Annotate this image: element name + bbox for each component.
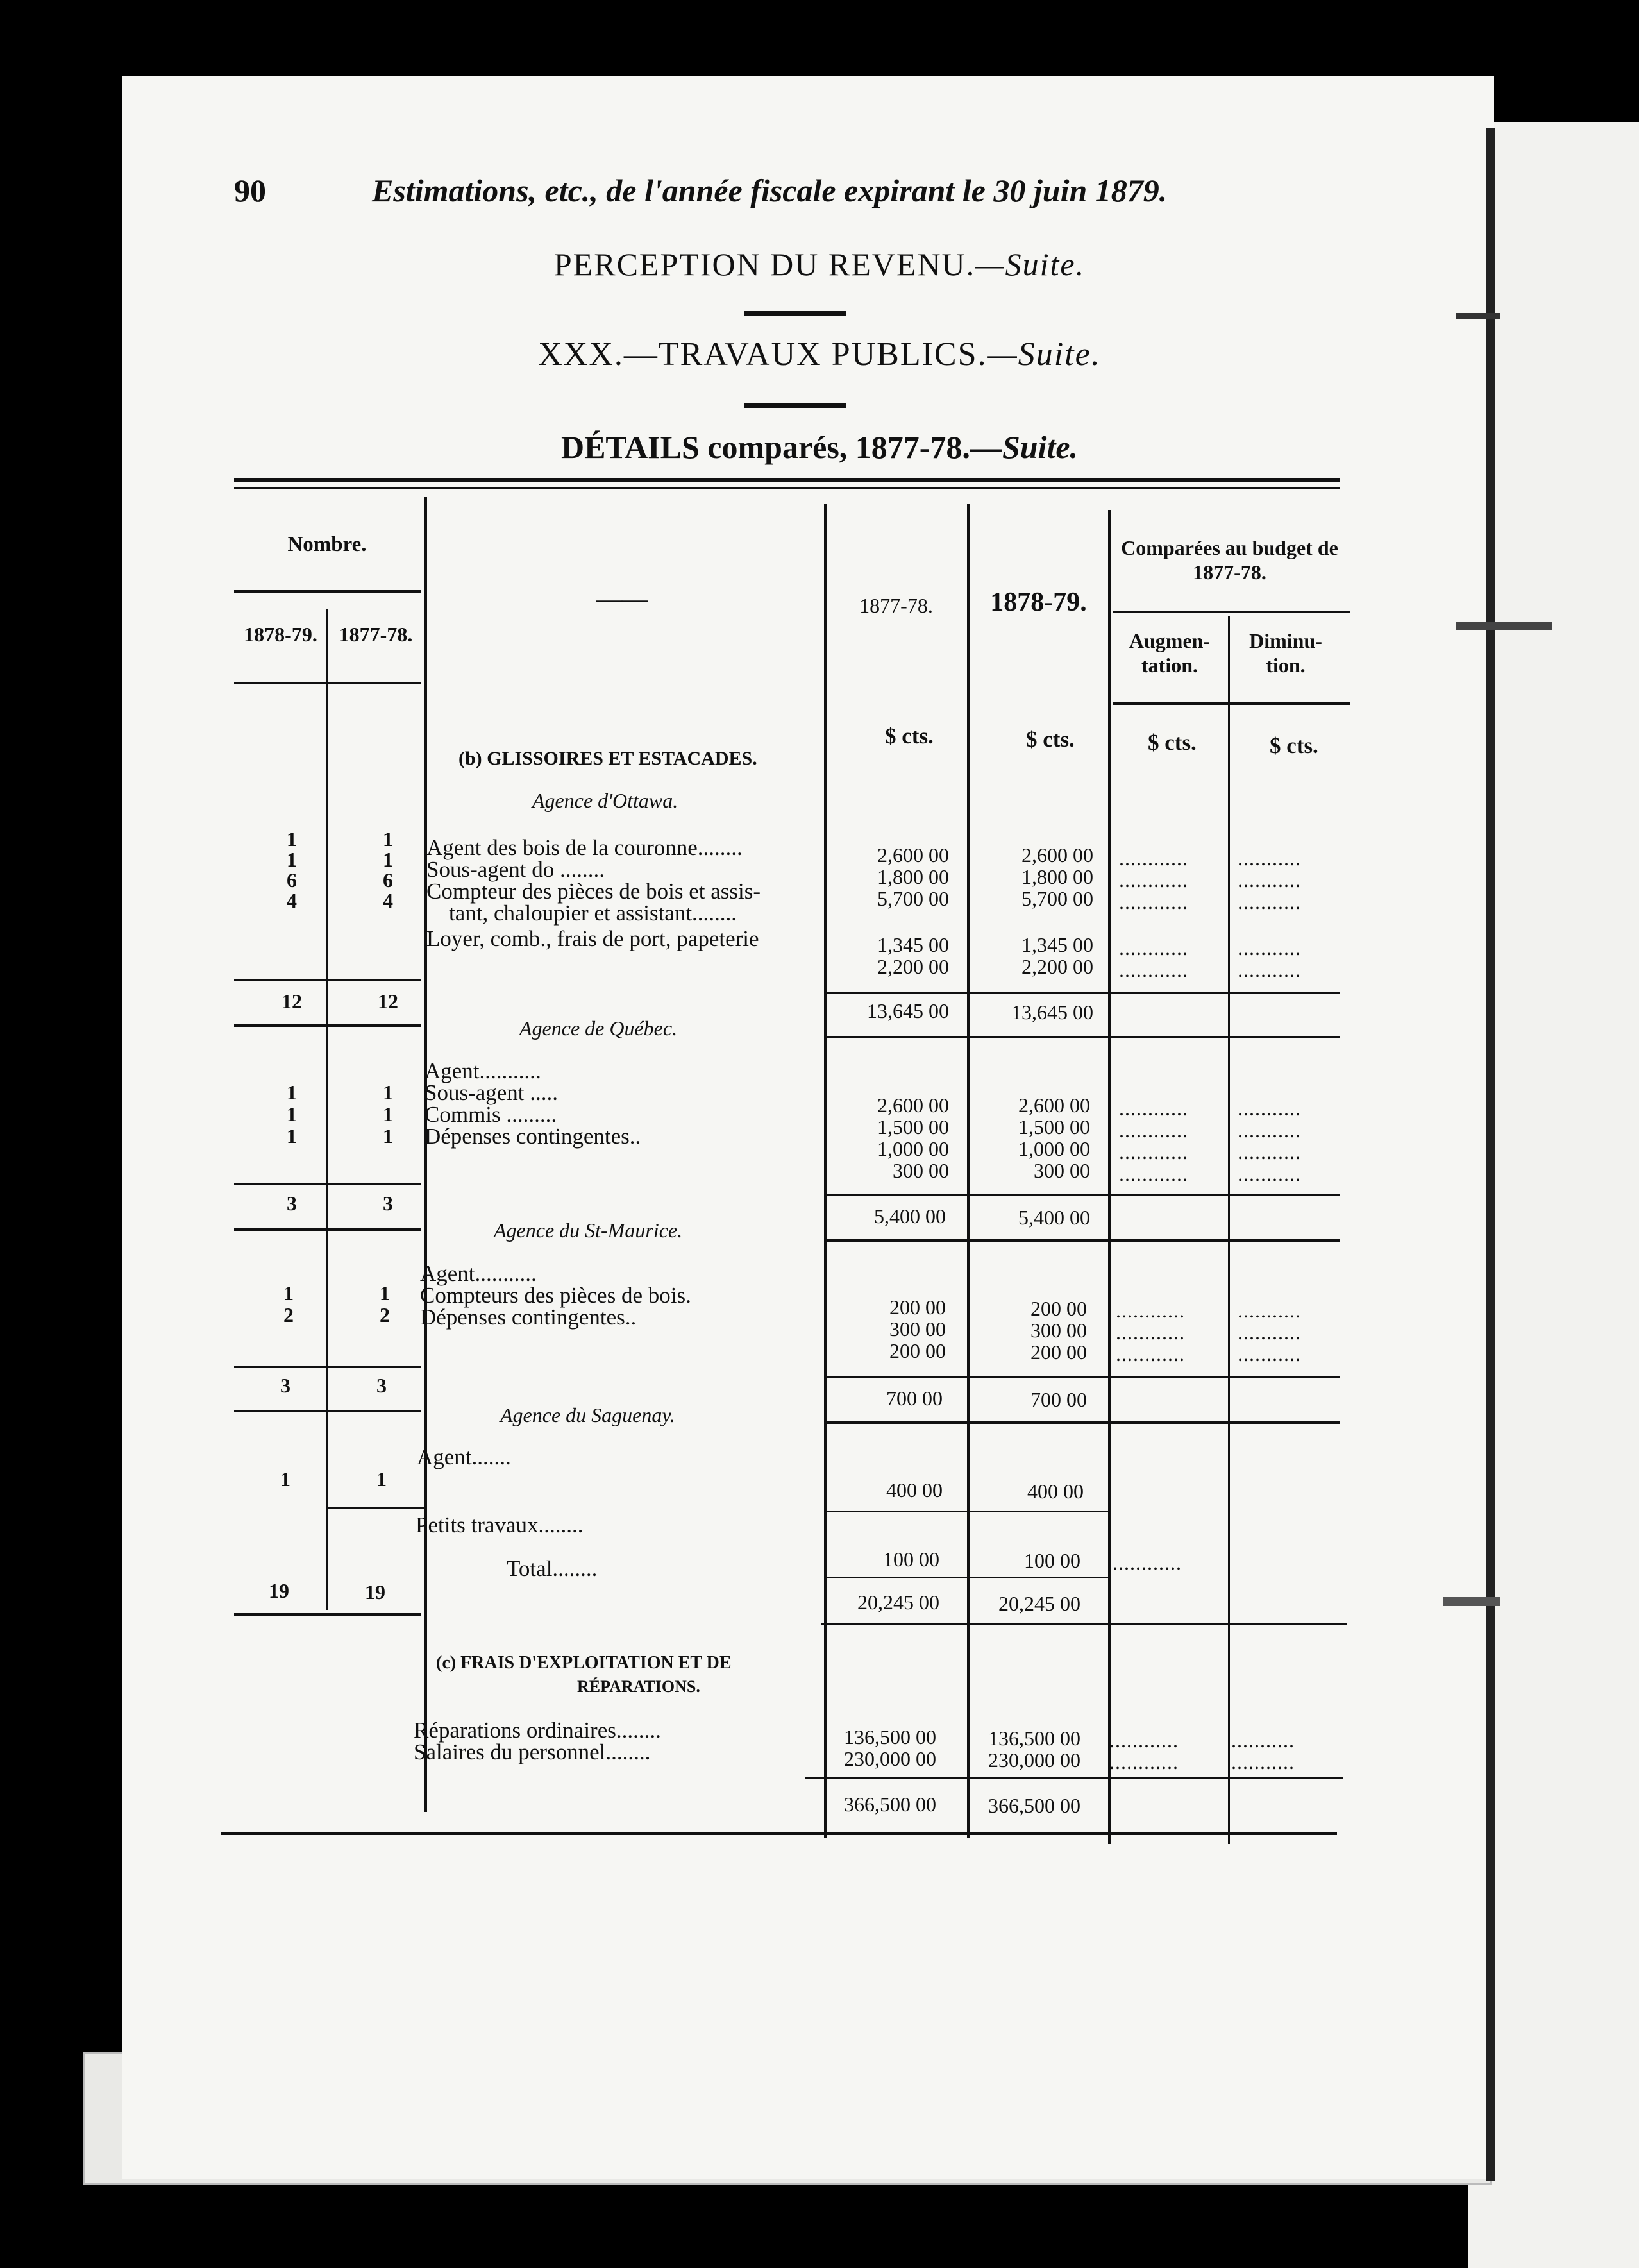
amount-1877: 230,000 00 [844,1747,936,1770]
count-cell: 2 [283,1303,294,1326]
col-header-augmentation: Augmen- tation. [1129,629,1211,677]
line-item: Agent....... [417,1444,511,1469]
dot-leader: ........... [1238,1119,1301,1142]
dot-leader: ............ [1119,958,1188,981]
subtotal-rule [826,992,1340,994]
dot-leader: ............ [1119,847,1188,870]
dot-leader: ............ [1119,868,1188,892]
subtotal-rule [234,1183,421,1185]
subtotal-rule [234,1024,421,1027]
subsection-title: XXX.—TRAVAUX PUBLICS.—Suite. [538,336,1101,373]
subtotal-rule [826,1239,1340,1242]
column-rule [1108,510,1111,1844]
col-header-compare: Comparées au budget de 1877-78. [1121,536,1338,584]
section-b-title: (b) GLISSOIRES ET ESTACADES. [458,748,757,769]
count-cell: 1 [383,1124,393,1147]
table-bottom-rule [221,1832,1337,1835]
total-1878: 20,245 00 [998,1592,1080,1615]
amount-1878: 1,500 00 [1018,1115,1090,1138]
binding-tab [1456,313,1500,319]
count-cell: 1 [287,1103,297,1126]
section-c-title: RÉPARATIONS. [577,1677,700,1696]
subtotal-rule [234,1410,421,1412]
line-item: Sous-agent do ........ [426,857,605,882]
subtotal-rule [234,1366,421,1368]
currency-label: $ cts. [885,724,934,749]
amount-1877: 2,200 00 [877,955,949,978]
count-subtotal: 3 [383,1192,393,1215]
dot-leader: ............ [1109,1750,1179,1773]
count-cell: 1 [383,848,393,871]
count-subtotal: 12 [378,990,398,1013]
amount-1878: 2,200 00 [1021,955,1093,978]
total-rule [234,1613,421,1616]
amount-1877: 1,345 00 [877,933,949,956]
amount-1877: 2,600 00 [877,1094,949,1117]
amount-1877: 1,500 00 [877,1115,949,1138]
dot-leader: ............ [1119,1119,1188,1142]
amount-1877: 136,500 00 [844,1725,936,1748]
amount-1877: 5,700 00 [877,887,949,910]
count-subtotal: 3 [376,1374,387,1397]
total-rule [824,1577,1109,1578]
table-top-rule [234,487,1340,489]
amount-1878: 2,600 00 [1018,1094,1090,1117]
header-rule [234,682,421,684]
total-1877: 20,245 00 [857,1591,939,1614]
count-cell: 6 [383,868,393,892]
count-subtotal: 3 [280,1374,290,1397]
amount-1877: 100 00 [883,1548,939,1571]
count-cell: 1 [280,1468,290,1491]
count-cell: 1 [380,1282,390,1305]
dot-leader: ............ [1116,1342,1185,1366]
amount-1877: 1,000 00 [877,1137,949,1160]
count-cell: 1 [287,848,297,871]
dot-leader: ............ [1119,890,1188,913]
count-cell: 1 [287,1081,297,1104]
section-c-title: (c) FRAIS D'EXPLOITATION ET DE [436,1653,732,1673]
col-header-1877-78: 1877-78. [339,623,413,646]
line-item: Sous-agent ..... [424,1080,559,1105]
page-number: 90 [234,173,266,208]
header-rule [1113,702,1350,705]
subtotal-1878: 700 00 [1030,1388,1087,1411]
amount-1878: 100 00 [1024,1549,1080,1572]
dot-leader: ............ [1116,1299,1185,1322]
subtotal-1877: 700 00 [886,1387,943,1410]
subtitle-rule [744,403,846,408]
amount-1877: 2,600 00 [877,843,949,867]
dot-leader: ........... [1238,1342,1301,1366]
subtotal-1878: 13,645 00 [1011,1001,1093,1024]
line-item: Loyer, comb., frais de port, papeterie [426,926,759,951]
line-item: Réparations ordinaires........ [414,1718,661,1743]
line-item: Agent des bois de la couronne........ [426,835,743,860]
total-label: Total........ [507,1556,598,1581]
line-item: Dépenses contingentes.. [424,1124,641,1149]
binding-tab [1456,622,1552,630]
dot-leader: ........... [1238,847,1301,870]
dot-leader: ........... [1238,1097,1301,1120]
col-header-1878-79: 1878-79. [244,623,317,646]
count-cell: 1 [283,1282,294,1305]
line-item: Compteur des pièces de bois et assis- [426,879,761,904]
column-rule [424,497,427,1812]
agency-st-maurice: Agence du St-Maurice. [494,1219,683,1242]
amount-1878: 1,000 00 [1018,1137,1090,1160]
amount-1878: 200 00 [1030,1297,1087,1320]
dot-leader: ........... [1238,958,1301,981]
dot-leader: ........... [1231,1729,1295,1752]
currency-label: $ cts. [1148,730,1197,755]
count-total: 19 [269,1579,289,1602]
amount-1878: 400 00 [1027,1480,1084,1503]
amount-1878: 1,800 00 [1021,865,1093,888]
count-subtotal: 12 [282,990,302,1013]
dot-leader: ........... [1231,1750,1295,1773]
amount-1878: 300 00 [1034,1159,1090,1182]
count-cell: 2 [380,1303,390,1326]
subtotal-rule [826,1194,1340,1196]
dot-leader: ........... [1238,1299,1301,1322]
dot-leader: ............ [1109,1729,1179,1752]
total-1877: 366,500 00 [844,1793,936,1816]
row-rule [328,1507,424,1509]
amount-1878: 230,000 00 [988,1748,1080,1772]
subtotal-rule [234,979,421,981]
amount-1877: 400 00 [886,1478,943,1502]
amount-1877: 200 00 [889,1339,946,1362]
subtotal-rule [234,1228,421,1231]
line-item: Salaires du personnel........ [414,1739,651,1764]
line-item: Agent........... [424,1058,541,1083]
col-header-1878-79-amount: 1878-79. [990,588,1087,617]
dot-leader: ............ [1119,1140,1188,1164]
dot-leader: ............ [1113,1551,1182,1574]
dot-leader: ........... [1238,1140,1301,1164]
amount-1877: 300 00 [893,1159,949,1182]
binding-tab [1443,1597,1500,1606]
agency-ottawa: Agence d'Ottawa. [532,789,678,812]
dot-leader: ............ [1119,1162,1188,1185]
count-cell: 4 [287,889,297,912]
col-header-description: —— [596,584,648,613]
dot-leader: ........... [1238,868,1301,892]
dot-leader: ............ [1116,1321,1185,1344]
agency-quebec: Agence de Québec. [519,1017,678,1040]
total-rule [805,1777,1343,1779]
amount-1877: 200 00 [889,1296,946,1319]
table-top-rule [234,478,1340,482]
row-rule [824,1511,1109,1512]
line-item: Compteurs des pièces de bois. [420,1283,691,1308]
count-cell: 1 [383,1081,393,1104]
count-cell: 1 [383,1103,393,1126]
line-item: tant, chaloupier et assistant........ [449,901,737,926]
section-title: PERCEPTION DU REVENU.—Suite. [553,246,1086,282]
column-rule [326,609,328,1610]
column-rule [1228,616,1230,1844]
title-rule [744,311,846,316]
subtotal-rule [824,1421,1340,1424]
count-cell: 1 [287,827,297,851]
dot-leader: ............ [1119,936,1188,960]
dot-leader: ........... [1238,890,1301,913]
subtotal-1878: 5,400 00 [1018,1206,1090,1229]
amount-1878: 200 00 [1030,1341,1087,1364]
running-title: Estimations, etc., de l'année fiscale expirant le 30 juin 1879. [372,173,1168,208]
col-header-1877-78-amount: 1877-78. [859,594,933,617]
total-rule [821,1623,1347,1625]
header-rule [1113,611,1350,613]
count-cell: 1 [376,1468,387,1491]
count-cell: 4 [383,889,393,912]
col-header-nombre: Nombre. [287,533,367,556]
dot-leader: ........... [1238,1162,1301,1185]
dot-leader: ............ [1119,1097,1188,1120]
line-item: Agent........... [420,1261,537,1286]
amount-1878: 2,600 00 [1021,843,1093,867]
dot-leader: ........... [1238,936,1301,960]
currency-label: $ cts. [1026,727,1075,752]
subtotal-rule [826,1036,1340,1038]
amount-1878: 136,500 00 [988,1727,1080,1750]
amount-1877: 300 00 [889,1317,946,1341]
count-total: 19 [365,1580,385,1604]
count-cell: 1 [383,827,393,851]
dot-leader: ........... [1238,1321,1301,1344]
subtotal-1877: 13,645 00 [867,999,949,1022]
details-title: DÉTAILS comparés, 1877-78.—Suite. [560,429,1079,465]
amount-1877: 1,800 00 [877,865,949,888]
amount-1878: 5,700 00 [1021,887,1093,910]
line-item: Dépenses contingentes.. [420,1305,637,1330]
total-1878: 366,500 00 [988,1794,1080,1817]
count-cell: 1 [287,1124,297,1147]
amount-1878: 1,345 00 [1021,933,1093,956]
col-header-diminution: Diminu- tion. [1249,629,1322,677]
subtotal-1877: 5,400 00 [874,1205,946,1228]
line-item: Commis ......... [424,1102,557,1127]
subtotal-rule [824,1376,1340,1378]
currency-label: $ cts. [1270,733,1318,758]
count-cell: 6 [287,868,297,892]
line-item: Petits travaux........ [416,1512,584,1537]
amount-1878: 300 00 [1030,1319,1087,1342]
agency-saguenay: Agence du Saguenay. [500,1403,675,1426]
header-rule [234,590,421,593]
count-subtotal: 3 [287,1192,297,1215]
